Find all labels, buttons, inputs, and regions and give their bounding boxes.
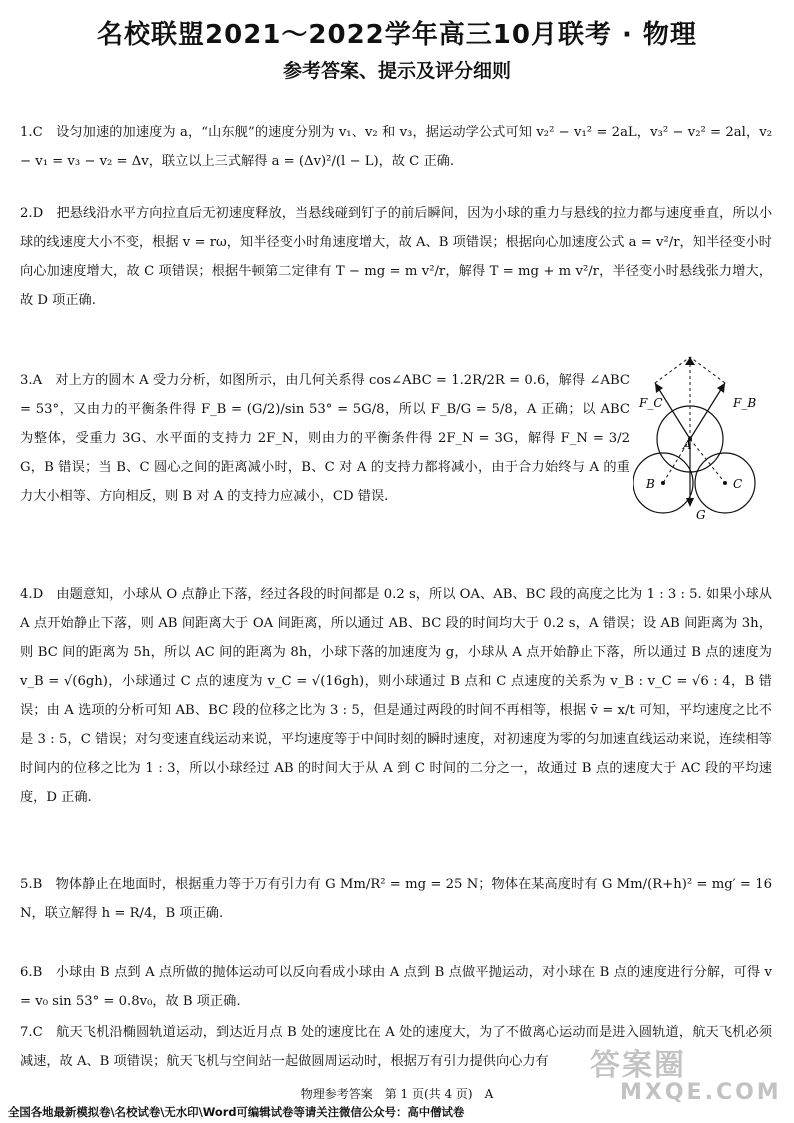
label-a: A [683,438,692,452]
page-subtitle: 参考答案、提示及评分细则 [282,60,511,82]
answer-text: 对上方的圆木 A 受力分析，如图所示，由几何关系得 cos∠ABC = 1.2R/2R = 0.6，解得 ∠ABC = 53°，又由力的平衡条件得 F_B = (G/2)/sin 53° = 5G/8，所以 F_B/G = 5/8，A 正确；以 ABC 为整体，受重力 3G、水平面的支持力 2F_N，则由力的平衡条件得 2F_N = 3G，解得 F_N = 3/2 G，B 错误；当 B、C 圆心之间的距离减小时，B、C 对 A 的支持力都将减小，由于合力始终与 A 的重力大小相等、方向相反，则 B 对 A 的支持力应减小，CD 错误. [20,373,630,504]
answer-text: 把悬线沿水平方向拉直后无初速度释放，当悬线碰到钉子的前后瞬间，因为小球的重力与悬线的拉力都与速度垂直，所以小球的线速度大小不变，根据 v = rω，知半径变小时角速度增大，故 A、B 项错误；根据向心加速度公式 a = v²/r，知半径变小时向心加速度增大，故 C 项错误；根据牛顿第二定律有 T − mg = m v²/r，解得 T = mg + m v²/r，半径变小时悬线张力增大，故 D 项正确. [20,206,773,308]
answer-text: 航天飞机沿椭圆轨道运动，到达近月点 B 处的速度比在 A 处的速度大，为了不做离心运动而是进入圆轨道，航天飞机必须减速，故 A、B 项错误；航天飞机与空间站一起做圆周运动时，根据万有引力提供向心力有 [20,1025,773,1069]
question-number: 5.B [20,877,43,892]
site-logo-watermark: 答案圈 MXQE.COM [590,1048,782,1105]
question-number: 3.A [20,373,43,388]
question-number: 1.C [20,125,43,140]
page-title: 名校联盟2021～2022学年高三10月联考 · 物理 [97,20,697,50]
answer-q2 [20,199,772,315]
label-fc: F_C [639,396,663,410]
answer-text: 小球由 B 点到 A 点所做的抛体运动可以反向看成小球由 A 点到 B 点做平抛运动，对小球在 B 点的速度进行分解，可得 v = v₀ sin 53° = 0.8v₀，故 B 项正确. [20,965,772,1009]
answer-q1 [20,118,772,176]
label-b: B [646,477,655,491]
answer-text: 物体静止在地面时，根据重力等于万有引力有 G Mm/R² = mg = 25 N；物体在某高度时有 G Mm/(R+h)² = mg′ = 16 N，联立解得 h = R/4，B 项正确. [20,877,773,921]
question-number: 2.D [20,206,44,221]
page-footer: 物理参考答案 第 1 页(共 4 页) A [300,1087,494,1101]
question-number: 6.B [20,965,43,980]
answer-q3 [20,366,630,511]
force-fb-arrow [690,383,725,439]
footer-notice: 全国各地最新模拟卷\名校试卷\无水印\Word可编辑试卷等请关注微信公众号：高中僧试卷 [8,1105,465,1119]
question-number: 7.C [20,1025,43,1040]
force-fc-arrow [655,383,690,439]
answer-text: 设匀加速的加速度为 a，“山东舰”的速度分别为 v₁、v₂ 和 v₃，据运动学公式可知 v₂² − v₁² = 2aL，v₃² − v₂² = 2al，v₂ − v₁ = v₃ − v₂ = Δv，联立以上三式解得 a = (Δv)²/(l − L)，故 C 正确. [20,125,773,169]
label-g: G [696,508,706,522]
label-fb: F_B [733,396,757,410]
label-c: C [733,477,743,491]
answer-q4 [20,580,772,812]
answer-q5 [20,870,772,928]
answer-q6 [20,958,772,1016]
question-number: 4.D [20,587,44,602]
answer-text: 由题意知，小球从 O 点静止下落，经过各段的时间都是 0.2 s，所以 OA、AB、BC 段的高度之比为 1 : 3 : 5. 如果小球从 A 点开始静止下落，则 AB 间距离大于 OA 间距离，所以通过 AB、BC 段的时间均大于 0.2 s，A 错误；设 AB 间距离为 3h，则 BC 间的距离为 5h，所以 AC 间的距离为 8h，小球下落的加速度为 g，小球从 A 点开始静止下落，所以通过 B 点的速度为 v_B = √(6gh)，小球通过 C 点的速度为 v_C = √(16gh)，则小球通过 B 点和 C 点速度的关系为 v_B : v_C = √6 : 4，B 错误；由 A 选项的分析可知 AB、BC 段的位移之比为 3 : 5，但是通过两段的时间不再相等，根据 v̄ = x/t 可知，平均速度之比不是 3 : 5，C 错误；对匀变速直线运动来说，平均速度等于中间时刻的瞬时速度，对初速度为零的匀加速直线运动来说，连续相等时间内的位移之比为 1 : 3，所以小球经过 AB 的时间大于从 A 到 C 时间的二分之一，故通过 B 点的速度大于 AC 段的平均速度，D 正确. [20,587,772,805]
force-diagram [633,355,773,525]
